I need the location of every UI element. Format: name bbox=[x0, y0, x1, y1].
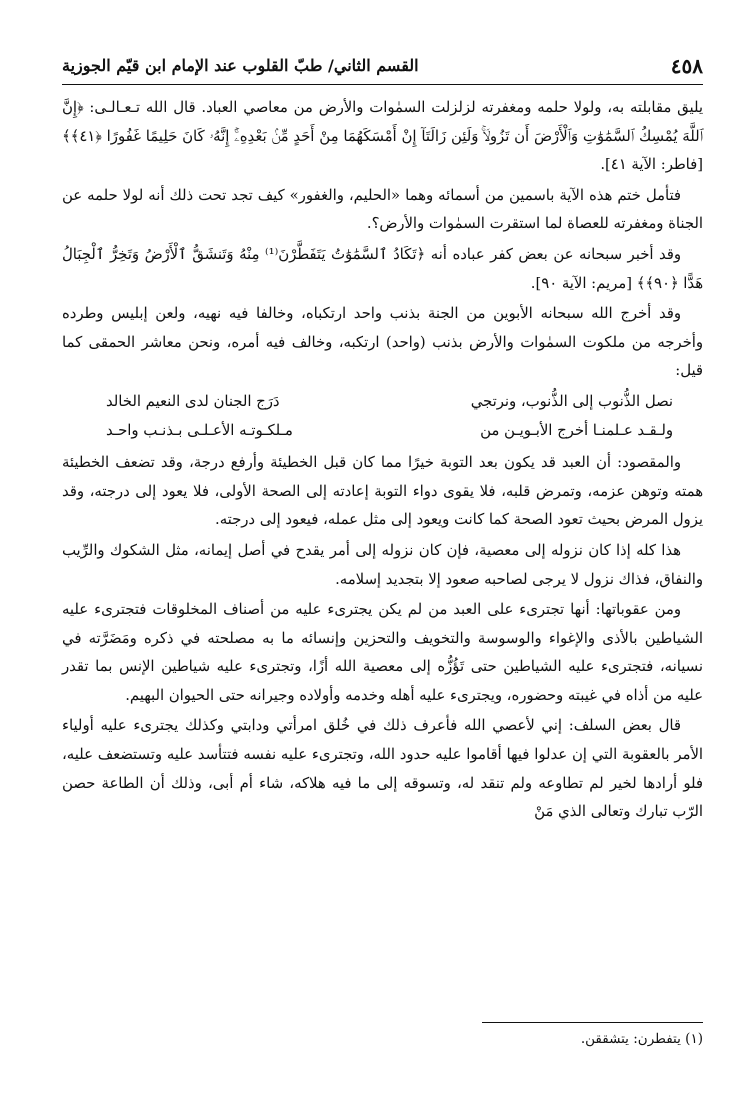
paragraph: وقد أخرج الله سبحانه الأبوين من الجنة بذنب واحد ارتكباه، وخالفا فيه نهيه، ولعن إبليس وطرده وأخرجه من ملكوت السمٰوات والأرض بذنب (واحد) ارتكبه، وخالف فيه أمره، ونحن معاشر الحمقى كما قيل: bbox=[62, 305, 703, 380]
footnote-separator bbox=[482, 1022, 703, 1023]
page-header bbox=[62, 50, 703, 85]
paragraph: ومن عقوباتها: أنها تجترىء على العبد من لم يكن يجترىء عليه من أصناف المخلوقات فتجترىء عليه الشياطين بالأذى والإغواء والوسوسة والتخويف والتحزين وإنسائه ما به مصلحته في ذكره ومَضَرَّته في نسيانه، فتجترىء عليه الشياطين حتى تَؤُزُّه إلى معصية الله أزًا، وتجترىء عليه شياطين الإنس بما تقدر عليه من أذاه في غيبته وحضوره، ويجترىء عليه أهله وخدمه وأولاده وجيرانه حتى الحيوان البهيم. bbox=[62, 601, 703, 704]
paragraph: يليق مقابلته به، ولولا حلمه ومغفرته لزلزلت السمٰوات والأرض من معاصي العباد. قال الله تـعـالـى: ﴿إِنَّ ٱللَّهَ يُمْسِكُ ٱلسَّمَٰوَٰتِ وَٱلْأَرْضَ أَن تَزُولَاۚ وَلَئِن زَالَتَآ إِنْ أَمْسَكَهُمَا مِنْ أَحَدٍ مِّنۢ بَعْدِهِۦٓۚ إِنَّهُۥ كَانَ حَلِيمًا غَفُورًا ﴿٤١﴾﴾ [فاطر: الآية ٤١]. bbox=[62, 99, 703, 174]
verse-line bbox=[62, 388, 703, 417]
paragraph: والمقصود: أن العبد قد يكون بعد التوبة خيرًا مما كان قبل الخطيئة وأرفع درجة، وقد تضعف الخطيئة همته وتوهن عزمه، وتمرض قلبه، فلا يقوى دواء التوبة إعادته إلى الصحة الأولى، فلا يعود إلى درجته، وقد يزول المرض بحيث تعود الصحة كما كانت ويعود إلى مثل عمله، فيعود إلى درجته. bbox=[62, 454, 703, 529]
verse-second-hemistich: دَرَج الجنان لدى النعيم الخالد bbox=[106, 392, 280, 410]
paragraph: قال بعض السلف: إني لأعصي الله فأعرف ذلك في خُلق امرأتي ودابتي وكذلك يجترىء عليه أولياء الأمر بالعقوبة التي إن عدلوا فيها أقاموا عليه حدود الله، وتجترىء عليه نفسه فتتأسد عليه وتستضعف عليه، فلو أرادها لخير لم تطاوعه ولم تنقد له، وتسوقه إلى ما فيه هلاكه، شاء أم أبى، وذلك أن الطاعة حصن الرّب تبارك وتعالى الذي مَنْ bbox=[62, 717, 703, 821]
body-text bbox=[62, 94, 703, 829]
poem-verses bbox=[62, 388, 703, 445]
paragraph: فتأمل ختم هذه الآية باسمين من أسمائه وهما «الحليم، والغفور» كيف تجد تحت ذلك أنه لولا حلمه عن الجناة ومغفرته للعصاة لما استقرت السمٰوات والأرض؟. bbox=[62, 186, 703, 233]
running-title: القسم الثاني/ طبّ القلوب عند الإمام ابن قيّم الجوزية bbox=[62, 56, 419, 75]
verse-line bbox=[62, 417, 703, 446]
paragraph: وقد أخبر سبحانه عن بعض كفر عباده أنه ﴿تَكَادُ ٱلسَّمَٰوَٰتُ يَتَفَطَّرْنَ⁽¹⁾ مِنْهُ وَتَنشَقُّ ٱلْأَرْضُ وَتَخِرُّ ٱلْجِبَالُ هَدًّا ﴿٩٠﴾﴾ [مريم: الآية ٩٠]. bbox=[62, 245, 703, 292]
verse-first-hemistich: نصل الذُّنوب إلى الذُّنوب، ونرتجي bbox=[470, 392, 673, 410]
page-number: ٤٥٨ bbox=[670, 54, 703, 78]
footnote: (١) يتفطرن: يتشققن. bbox=[580, 1031, 703, 1047]
verse-first-hemistich: ولـقـد عـلمنـا أخرج الأبـويـن من bbox=[480, 421, 673, 439]
paragraph: هذا كله إذا كان نزوله إلى معصية، فإن كان نزوله إلى أمر يقدح في أصل إيمانه، مثل الشكوك والرِّيب والنفاق، فذاك نزول لا يرجى لصاحبه صعود إلا بتجديد إسلامه. bbox=[62, 541, 703, 588]
verse-second-hemistich: مـلكـوتـه الأعـلـى بـذنـب واحـد bbox=[106, 421, 293, 439]
